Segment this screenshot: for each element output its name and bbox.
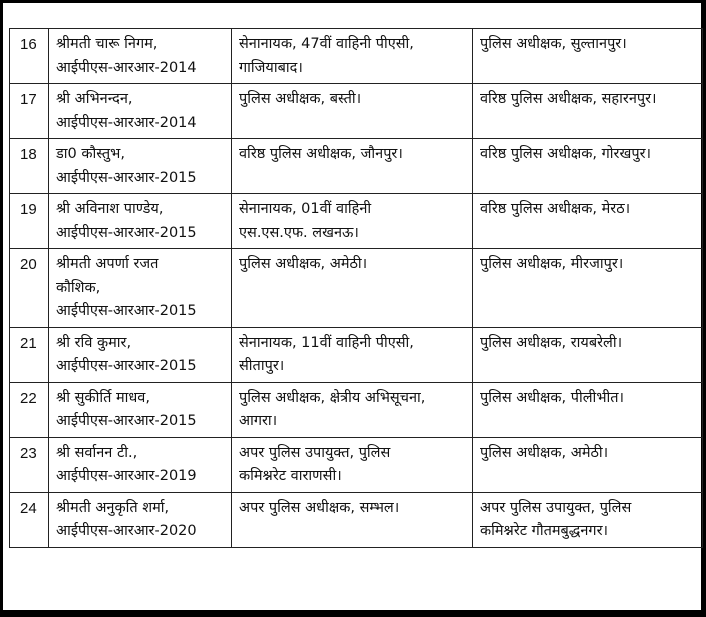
table-row: [10, 382, 703, 437]
new-posting-line: वरिष्ठ पुलिस अधीक्षक, मेरठ।: [480, 201, 631, 217]
table-row: [10, 194, 703, 249]
table-row: [10, 29, 703, 84]
officer-name-line: आईपीएस-आरआर-2015: [56, 303, 197, 319]
current-posting-line: अपर पुलिस उपायुक्त, पुलिस: [239, 444, 391, 461]
officer-name-line: श्री रवि कुमार,: [56, 334, 132, 351]
new-posting-line: पुलिस अधीक्षक, रायबरेली।: [480, 334, 623, 351]
new-posting-cell: [473, 249, 703, 328]
new-posting-line: वरिष्ठ पुलिस अधीक्षक, गोरखपुर।: [480, 146, 652, 162]
current-posting-cell: [232, 139, 473, 194]
serial-number-cell: 16: [10, 29, 49, 84]
officer-name-line: आईपीएस-आरआर-2015: [56, 169, 197, 186]
officer-name-cell: [49, 84, 232, 139]
officer-name-line: आईपीएस-आरआर-2019: [56, 468, 197, 484]
officer-name-cell: [49, 194, 232, 249]
officer-name-line: आईपीएस-आरआर-2015: [56, 358, 197, 374]
serial-number-cell: 18: [10, 139, 49, 194]
officer-name-line: कौशिक,: [56, 279, 101, 296]
transfer-table: [9, 28, 703, 548]
officer-name-line: श्रीमती अपर्णा रजत: [56, 256, 159, 272]
new-posting-line: कमिश्नरेट गौतमबुद्धनगर।: [480, 523, 609, 539]
officer-name-line: श्रीमती चारू निगम,: [56, 36, 158, 52]
table-row: [10, 492, 703, 547]
new-posting-cell: [473, 327, 703, 382]
current-posting-line: आगरा।: [239, 413, 278, 429]
officer-name-cell: [49, 382, 232, 437]
serial-number-cell: 22: [10, 382, 49, 437]
officer-name-line: श्रीमती अनुकृति शर्मा,: [56, 499, 170, 516]
table-row: [10, 327, 703, 382]
officer-name-cell: [49, 139, 232, 194]
table-row: [10, 139, 703, 194]
current-posting-line: वरिष्ठ पुलिस अधीक्षक, जौनपुर।: [239, 146, 403, 162]
current-posting-line: कमिश्नरेट वाराणसी।: [239, 468, 342, 484]
officer-name-line: आईपीएस-आरआर-2014: [56, 59, 197, 76]
current-posting-line: पुलिस अधीक्षक, बस्ती।: [239, 91, 362, 107]
new-posting-line: पुलिस अधीक्षक, अमेठी।: [480, 444, 609, 461]
new-posting-line: पुलिस अधीक्षक, मीरजापुर।: [480, 256, 624, 272]
current-posting-cell: [232, 194, 473, 249]
serial-number-cell: 20: [10, 249, 49, 328]
current-posting-cell: [232, 492, 473, 547]
serial-number-cell: 19: [10, 194, 49, 249]
current-posting-line: सेनानायक, 01वीं वाहिनी: [239, 201, 372, 217]
new-posting-cell: [473, 29, 703, 84]
current-posting-cell: [232, 249, 473, 328]
table-row: [10, 249, 703, 328]
officer-name-line: श्री सर्वानन टी.,: [56, 444, 138, 461]
current-posting-line: पुलिस अधीक्षक, अमेठी।: [239, 256, 368, 272]
current-posting-line: सीतापुर।: [239, 358, 285, 374]
new-posting-cell: [473, 84, 703, 139]
new-posting-cell: [473, 139, 703, 194]
serial-number-cell: 24: [10, 492, 49, 547]
table-body: [10, 29, 703, 548]
officer-name-line: आईपीएस-आरआर-2015: [56, 413, 197, 429]
table-row: [10, 437, 703, 492]
new-posting-cell: [473, 437, 703, 492]
officer-name-line: श्री सुकीर्ति माधव,: [56, 389, 150, 406]
officer-name-line: श्री अविनाश पाण्डेय,: [56, 201, 164, 217]
serial-number-cell: 17: [10, 84, 49, 139]
document-page: [3, 3, 701, 610]
new-posting-line: पुलिस अधीक्षक, सुल्तानपुर।: [480, 36, 627, 52]
current-posting-line: सेनानायक, 47वीं वाहिनी पीएसी,: [239, 36, 414, 52]
new-posting-cell: [473, 194, 703, 249]
current-posting-cell: [232, 84, 473, 139]
current-posting-line: सेनानायक, 11वीं वाहिनी पीएसी,: [239, 334, 414, 351]
table-row: [10, 84, 703, 139]
officer-name-line: आईपीएस-आरआर-2015: [56, 224, 197, 241]
current-posting-line: पुलिस अधीक्षक, क्षेत्रीय अभिसूचना,: [239, 389, 426, 406]
current-posting-cell: [232, 382, 473, 437]
new-posting-line: वरिष्ठ पुलिस अधीक्षक, सहारनपुर।: [480, 91, 657, 107]
officer-name-cell: [49, 492, 232, 547]
current-posting-line: गाजियाबाद।: [239, 59, 303, 76]
current-posting-line: एस.एस.एफ. लखनऊ।: [239, 224, 359, 241]
officer-name-cell: [49, 327, 232, 382]
officer-name-line: आईपीएस-आरआर-2014: [56, 114, 197, 131]
officer-name-line: श्री अभिनन्दन,: [56, 91, 133, 107]
current-posting-cell: [232, 437, 473, 492]
officer-name-cell: [49, 249, 232, 328]
officer-name-cell: [49, 29, 232, 84]
officer-name-cell: [49, 437, 232, 492]
serial-number-cell: 21: [10, 327, 49, 382]
officer-name-line: आईपीएस-आरआर-2020: [56, 523, 197, 539]
new-posting-line: पुलिस अधीक्षक, पीलीभीत।: [480, 389, 625, 406]
new-posting-cell: [473, 382, 703, 437]
serial-number-cell: 23: [10, 437, 49, 492]
current-posting-cell: [232, 327, 473, 382]
officer-name-line: डा0 कौस्तुभ,: [56, 146, 125, 162]
current-posting-cell: [232, 29, 473, 84]
new-posting-line: अपर पुलिस उपायुक्त, पुलिस: [480, 499, 632, 516]
current-posting-line: अपर पुलिस अधीक्षक, सम्भल।: [239, 499, 400, 516]
new-posting-cell: [473, 492, 703, 547]
